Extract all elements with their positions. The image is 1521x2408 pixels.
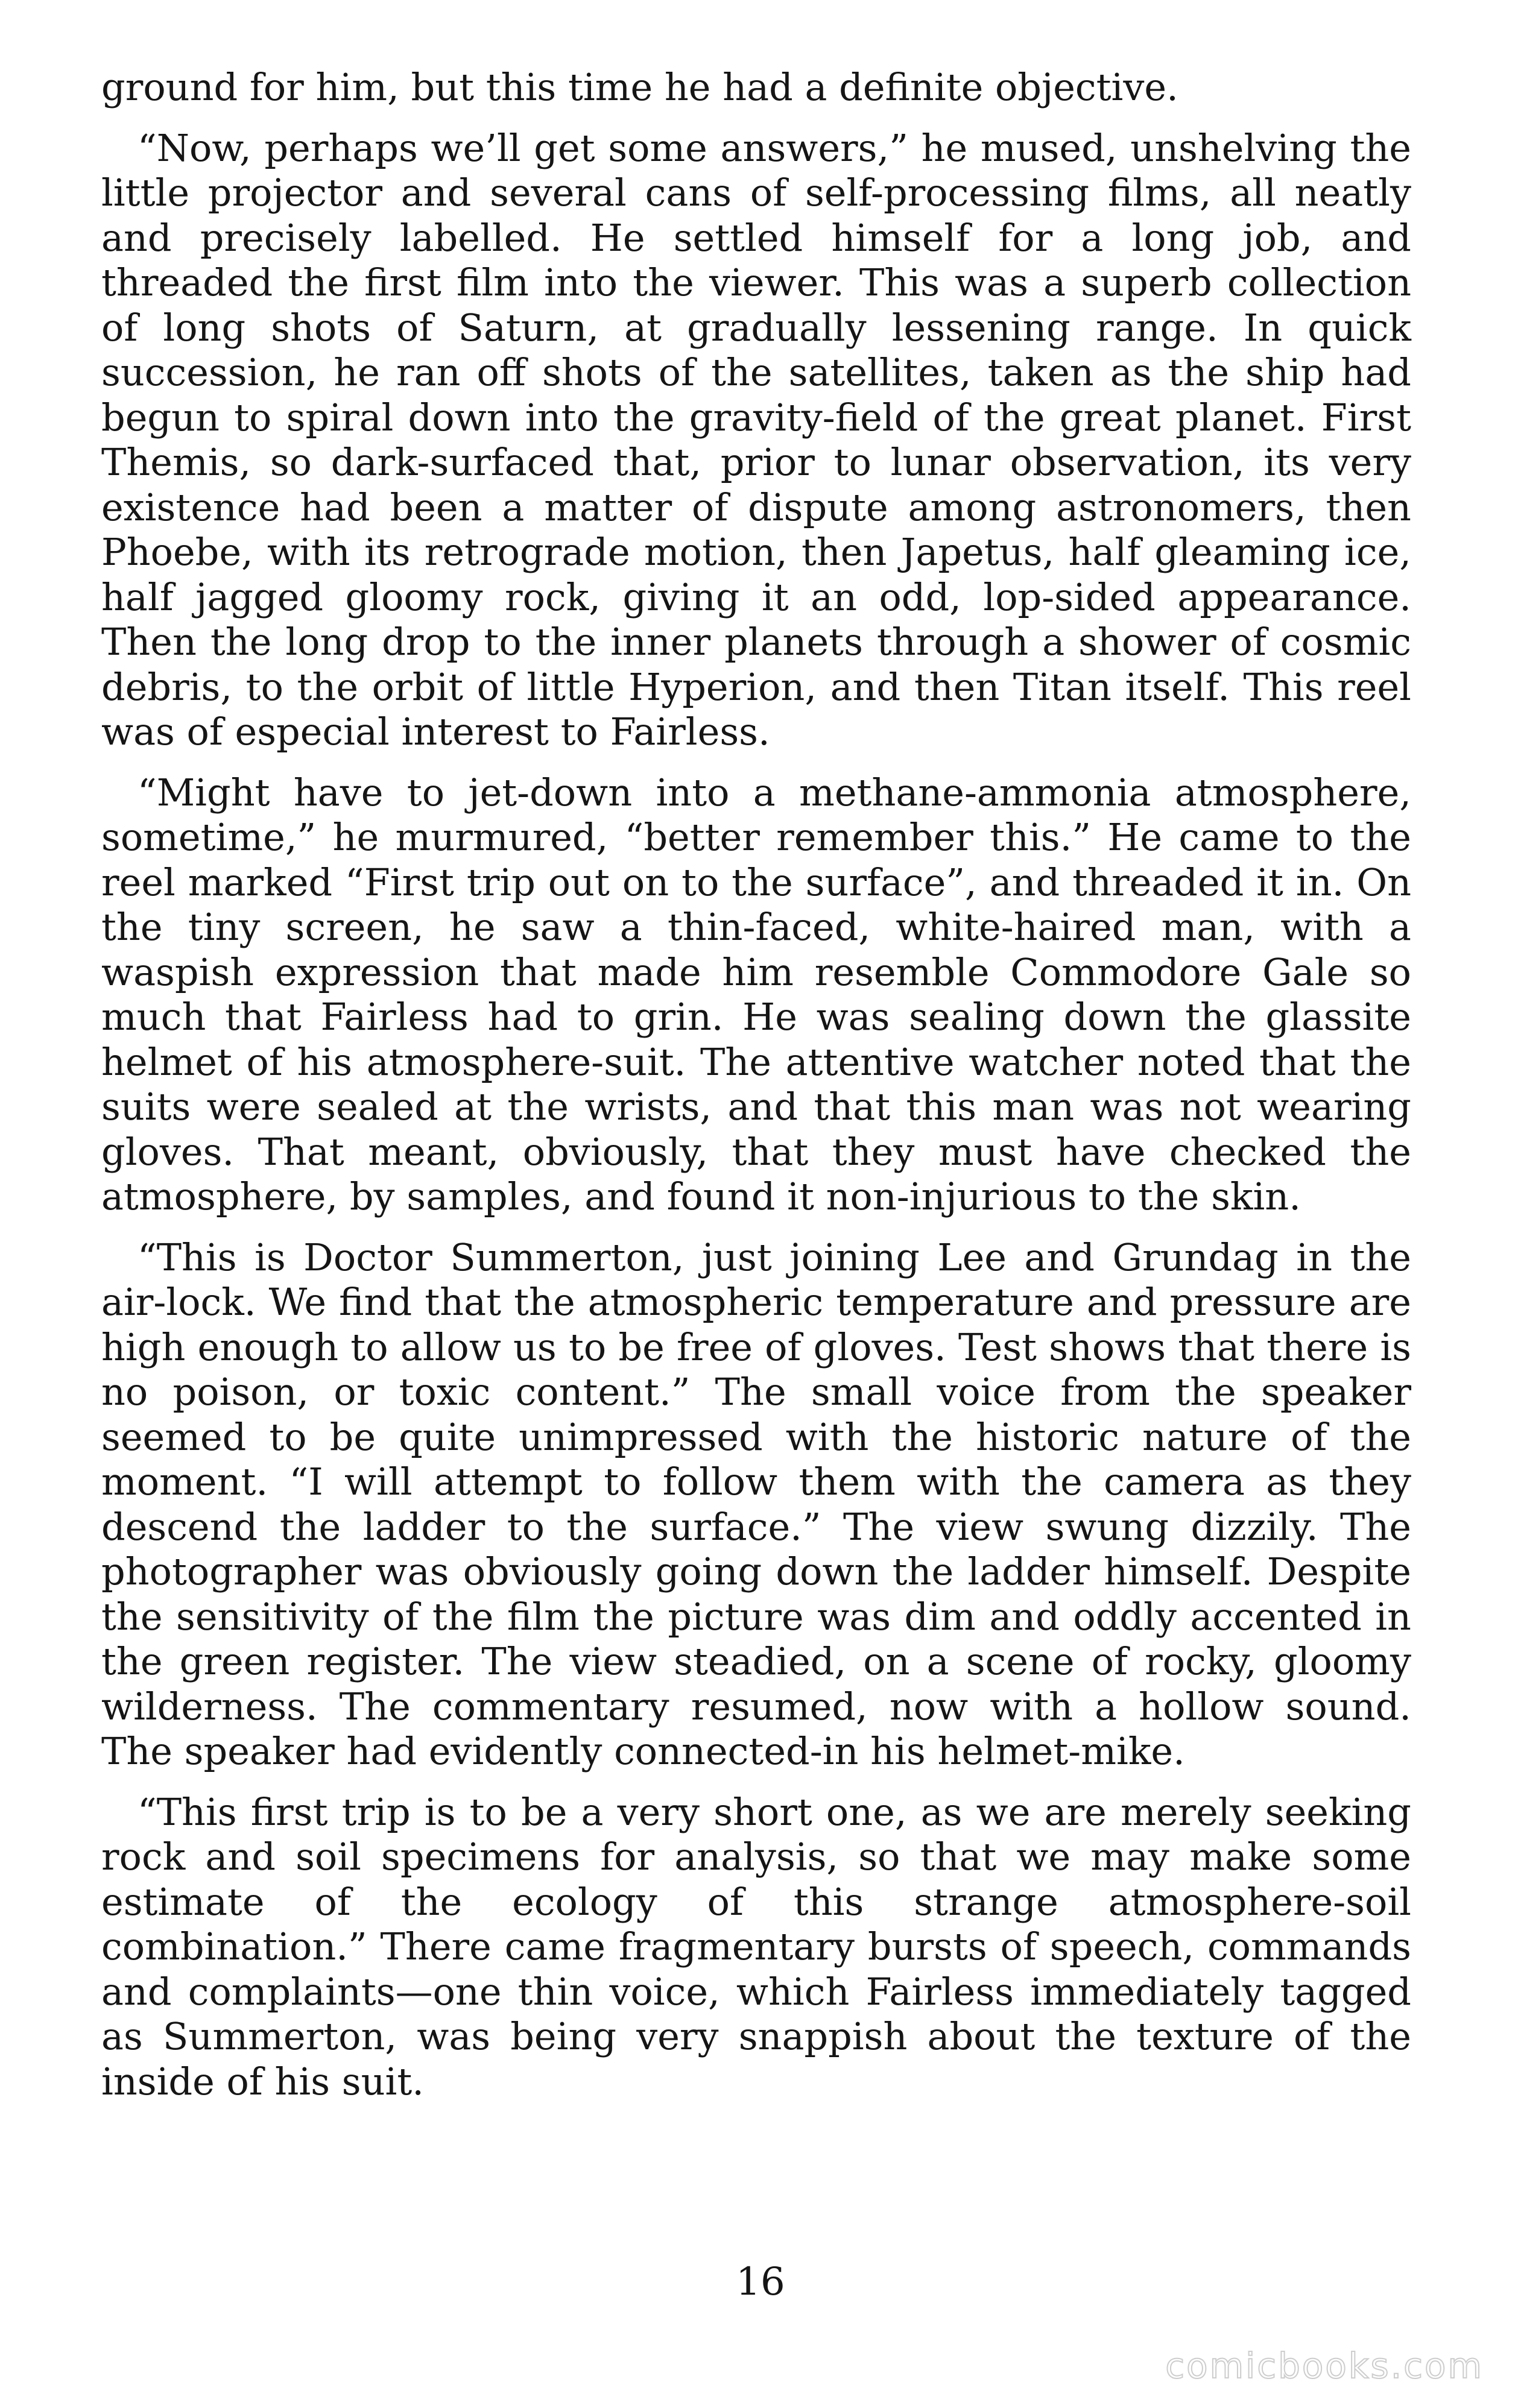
paragraph-reel: “Might have to jet-down into a methane-ammonia atmosphere, sometime,” he murmured, “better remember this.” He came to the reel marked “First trip out on to the surface”, and threaded it in. On the tiny screen, he saw a thin-faced, white-haired man, with a waspish expression that made him resemble Commodore Gale so much that Fairless had to grin. He was sealing down the glassite helmet of his atmosphere-suit. The attentive watcher noted that the suits were sealed at the wrists, and that this man was not wearing gloves. That meant, obviously, that they must have checked the atmosphere, by samples, and found it non-injurious to the skin. bbox=[101, 770, 1411, 1218]
paragraph-first-trip: “This first trip is to be a very short one, as we are merely seeking rock and soil specimens for analysis, so that we may make some estimate of the ecology of this strange atmosphere-soil combination.” There came fragmentary bursts of speech, commands and complaints—one thin voice, which Fairless immediately tagged as Summerton, was being very snappish about the texture of the inside of his suit. bbox=[101, 1789, 1411, 2104]
watermark: comicbooks.com bbox=[1165, 2345, 1484, 2386]
page-number: 16 bbox=[736, 2260, 785, 2304]
paragraph-continuation: ground for him, but this time he had a definite objective. bbox=[101, 65, 1178, 109]
page-body bbox=[101, 65, 1411, 2104]
paragraph-projector: “Now, perhaps we’ll get some answers,” he mused, unshelving the little projector and several cans of self-processing films, all neatly and precisely labelled. He settled himself for a long job, and threaded the first film into the viewer. This was a superb collection of long shots of Saturn, at gradually lessening range. In quick succession, he ran off shots of the satellites, taken as the ship had begun to spiral down into the gravity-field of the great planet. First Themis, so dark-surfaced that, prior to lunar observation, its very existence had been a matter of dispute among astronomers, then Phoebe, with its retrograde motion, then Japetus, half gleaming ice, half jagged gloomy rock, giving it an odd, lop-sided appearance. Then the long drop to the inner planets through a shower of cosmic debris, to the orbit of little Hyperion, and then Titan itself. This reel was of especial interest to Fairless. bbox=[101, 125, 1411, 754]
paragraph-summerton: “This is Doctor Summerton, just joining Lee and Grundag in the air-lock. We find that the atmospheric temperature and pressure are high enough to allow us to be free of gloves. Test shows that there is no poison, or toxic content.” The small voice from the speaker seemed to be quite unimpressed with the historic nature of the moment. “I will attempt to follow them with the camera as they descend the ladder to the surface.” The view swung dizzily. The photographer was obviously going down the ladder himself. Despite the sensitivity of the film the picture was dim and oddly accented in the green register. The view steadied, on a scene of rocky, gloomy wilderness. The commentary resumed, now with a hollow sound. The speaker had evidently connected-in his helmet-mike. bbox=[101, 1235, 1411, 1773]
